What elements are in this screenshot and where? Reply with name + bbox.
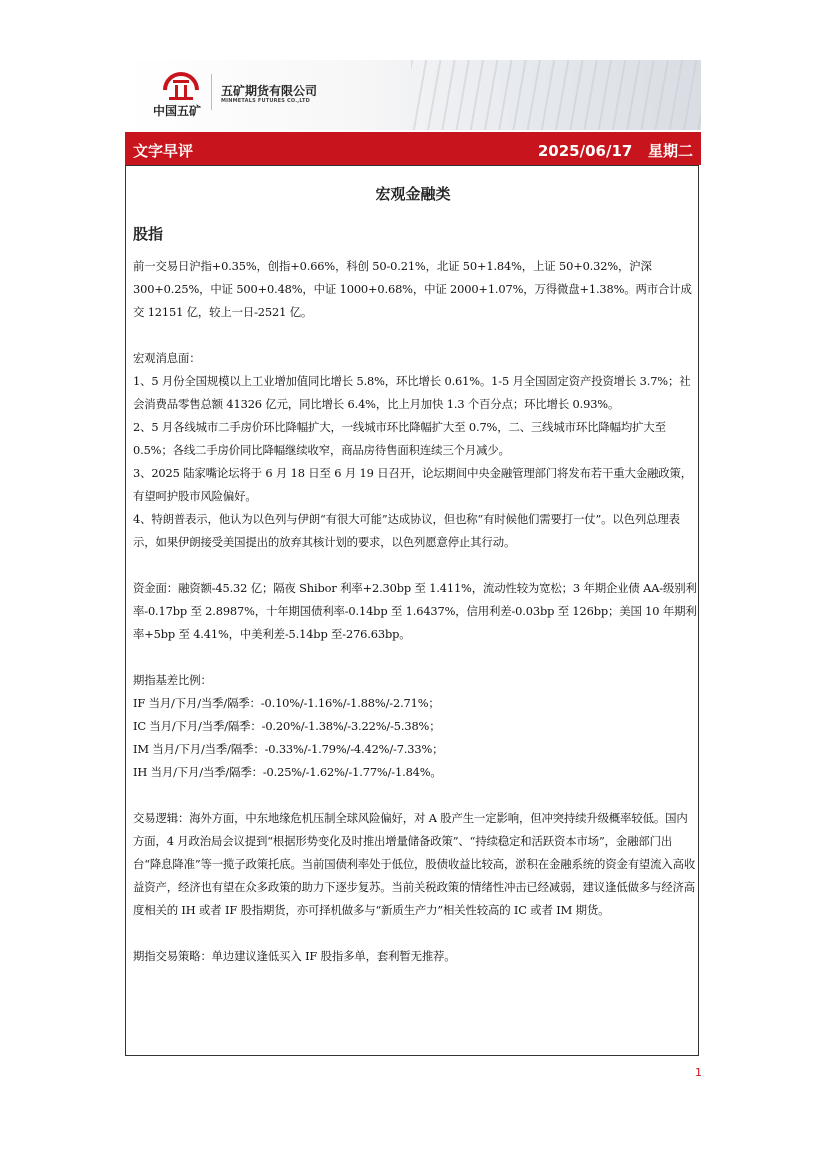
paragraph: IH 当月/下月/当季/隔季：-0.25%/-1.62%/-1.77%/-1.84%。 [133, 765, 442, 779]
subheading: 股指 [133, 225, 164, 243]
company-name-en: MINMETALS FUTURES CO.,LTD [221, 98, 310, 104]
paragraph: 期指交易策略：单边建议逢低买入 IF 股指多单，套利暂无推荐。 [133, 949, 456, 963]
company-name-cn: 五矿期货有限公司 [221, 84, 318, 98]
logo-divider [211, 74, 212, 110]
minmetals-logo-icon [161, 68, 201, 104]
page-header [125, 60, 701, 130]
paragraph-gap [133, 324, 698, 347]
paragraph-gap [133, 646, 698, 669]
paragraph: IF 当月/下月/当季/隔季：-0.10%/-1.16%/-1.88%/-2.71%； [133, 696, 440, 710]
paragraph: 前一交易日沪指+0.35%，创指+0.66%，科创 50-0.21%，北证 50+1.84%，上证 50+0.32%，沪深 300+0.25%，中证 500+0.48%，中证 1000+0.68%，中证 2000+1.07%，万得微盘+1.38%。两市合计成交 12151 亿，较上一日-2521 亿。 [133, 259, 692, 319]
paragraph-gap [133, 784, 698, 807]
paragraph: 期指基差比例： [133, 673, 212, 687]
paragraph: 4、特朗普表示，他认为以色列与伊朗“有很大可能”达成协议，但也称“有时候他们需要打一仗”。以色列总理表示，如果伊朗接受美国提出的放弃其核计划的要求，以色列愿意停止其行动。 [133, 512, 680, 549]
header-building-decoration [411, 60, 701, 130]
section-title: 宏观金融类 [375, 185, 451, 203]
paragraph: 2、5 月各线城市二手房价环比降幅扩大，一线城市环比降幅扩大至 0.7%，二、三线城市环比降幅均扩大至 0.5%；各线二手房价同比降幅继续收窄，商品房待售面积连续三个月减少。 [133, 420, 666, 457]
logo-text: 中国五矿 [153, 104, 202, 118]
paragraph: 1、5 月份全国规模以上工业增加值同比增长 5.8%，环比增长 0.61%。1-5 月全国固定资产投资增长 3.7%；社会消费品零售总额 41326 亿元，同比增长 6.4%，比上月加快 1.3 个百分点；环比增长 0.93%。 [133, 374, 691, 411]
report-title: 文字早评 [133, 142, 194, 160]
paragraph-gap [133, 922, 698, 945]
paragraph: IC 当月/下月/当季/隔季：-0.20%/-1.38%/-3.22%/-5.38%； [133, 719, 441, 733]
paragraph: 宏观消息面： [133, 351, 201, 365]
body-text [133, 255, 698, 968]
paragraph: 3、2025 陆家嘴论坛将于 6 月 18 日至 6 月 19 日召开，论坛期间中央金融管理部门将发布若干重大金融政策，有望呵护股市风险偏好。 [133, 466, 692, 503]
paragraph: IM 当月/下月/当季/隔季：-0.33%/-1.79%/-4.42%/-7.33%； [133, 742, 444, 756]
report-date: 2025/06/17 星期二 [537, 142, 693, 160]
page-number: 1 [695, 1066, 702, 1079]
paragraph: 交易逻辑：海外方面，中东地缘危机压制全球风险偏好，对 A 股产生一定影响，但冲突持续升级概率较低。国内方面，4 月政治局会议提到“根据形势变化及时推出增量储备政策”、“持续稳定和活跃资本市场”，金融部门出台“降息降准”等一揽子政策托底。当前国债利率处于低位，股债收益比较高，淤积在金融系统的资金有望流入高收益资产，经济也有望在众多政策的助力下逐步复苏。当前关税政策的情绪性冲击已经减弱，建议逢低做多与经济高度相关的 IH 或者 IF 股指期货，亦可择机做多与“新质生产力”相关性较高的 IC 或者 IM 期货。 [133, 811, 696, 917]
paragraph-gap [133, 554, 698, 577]
paragraph: 资金面：融资额-45.32 亿；隔夜 Shibor 利率+2.30bp 至 1.411%，流动性较为宽松；3 年期企业债 AA-级别利率-0.17bp 至 2.8987%，十年期国债利率-0.14bp 至 1.6437%，信用利差-0.03bp 至 126bp；美国 10 年期利率+5bp 至 4.41%，中美利差-5.14bp 至-276.63bp。 [133, 581, 697, 641]
title-bar [125, 132, 701, 165]
